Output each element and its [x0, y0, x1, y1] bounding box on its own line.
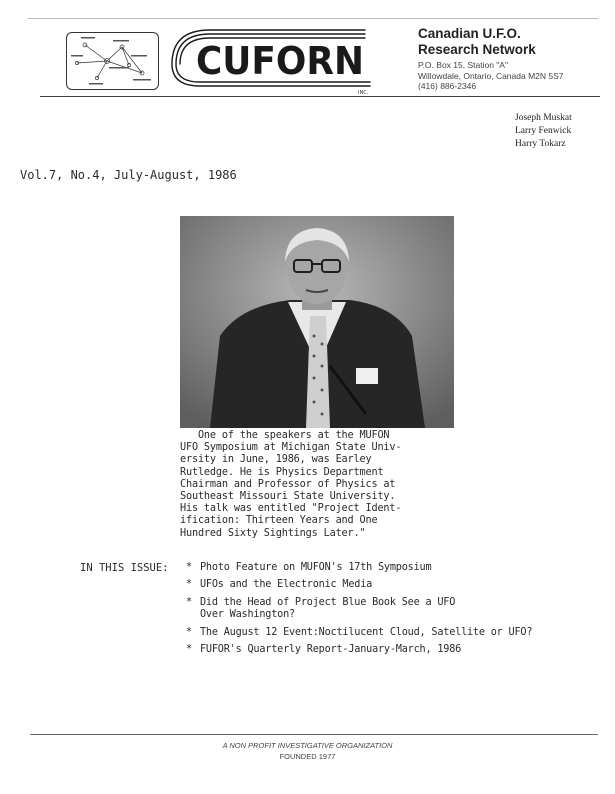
list-item [186, 644, 611, 656]
network-diagram-icon [66, 32, 159, 90]
in-this-issue-list [186, 562, 611, 661]
caption-line: Southeast Missouri State University. [180, 491, 396, 503]
editors-list [515, 112, 572, 151]
org-name-line1: Canadian U.F.O. [418, 26, 521, 41]
issue-line: Vol.7, No.4, July-August, 1986 [20, 168, 237, 182]
caption-line: Hundred Sixty Sightings Later." [180, 527, 366, 539]
logo-text: CUFORN [196, 39, 364, 83]
list-item [186, 562, 611, 574]
footer-rule [30, 734, 598, 735]
asterisk-icon: * [186, 626, 192, 638]
list-item-text: Did the Head of Project Blue Book See a UFO [200, 596, 456, 608]
list-item [186, 627, 611, 639]
list-item [186, 579, 611, 591]
caption-line: Chairman and Professor of Physics at [180, 478, 396, 490]
list-item-text: Photo Feature on MUFON's 17th Symposium [200, 562, 432, 573]
list-item [186, 597, 611, 622]
address-line2: Willowdale, Ontario, Canada M2N 5S7 [418, 70, 564, 81]
caption-line: UFO Symposium at Michigan State Univ- [180, 442, 402, 454]
org-name-line2: Research Network [418, 42, 536, 57]
list-item-text: FUFOR's Quarterly Report-January-March, 1986 [200, 644, 462, 656]
asterisk-icon: * [186, 596, 192, 608]
footer-founded: FOUNDED 1977 [279, 752, 336, 761]
asterisk-icon: * [186, 579, 192, 591]
footer [0, 740, 615, 762]
speaker-photo [180, 216, 454, 428]
list-item-continuation: Over Washington? [200, 609, 295, 621]
header-top-rule [28, 18, 598, 19]
editor-name: Joseph Muskat [515, 113, 572, 123]
address-line1: P.O. Box 15, Station "A" [418, 60, 508, 70]
org-address [418, 60, 564, 92]
org-name [418, 26, 536, 58]
in-this-issue-label: IN THIS ISSUE: [80, 562, 169, 574]
address-line3: (416) 886-2346 [418, 81, 477, 91]
asterisk-icon: * [186, 562, 192, 573]
asterisk-icon: * [186, 644, 192, 656]
list-item-text: UFOs and the Electronic Media [200, 579, 373, 591]
footer-tagline: A NON PROFIT INVESTIGATIVE ORGANIZATION [222, 741, 393, 750]
list-item-text: The August 12 Event:Noctilucent Cloud, Satellite or UFO? [200, 626, 533, 638]
cuforn-logo [170, 24, 370, 96]
caption-line: ification: Thirteen Years and One [180, 515, 378, 527]
header-bottom-rule [40, 96, 600, 97]
caption-line: Rutledge. He is Physics Department [180, 466, 384, 478]
caption-line: ersity in June, 1986, was Earley [180, 454, 372, 466]
editor-name: Larry Fenwick [515, 126, 572, 136]
editor-name: Harry Tokarz [515, 139, 566, 149]
caption-line: His talk was entitled "Project Ident- [180, 503, 402, 515]
caption-line: One of the speakers at the MUFON [180, 430, 390, 441]
photo-caption [180, 430, 455, 540]
logo-suffix: INC. [358, 90, 369, 96]
